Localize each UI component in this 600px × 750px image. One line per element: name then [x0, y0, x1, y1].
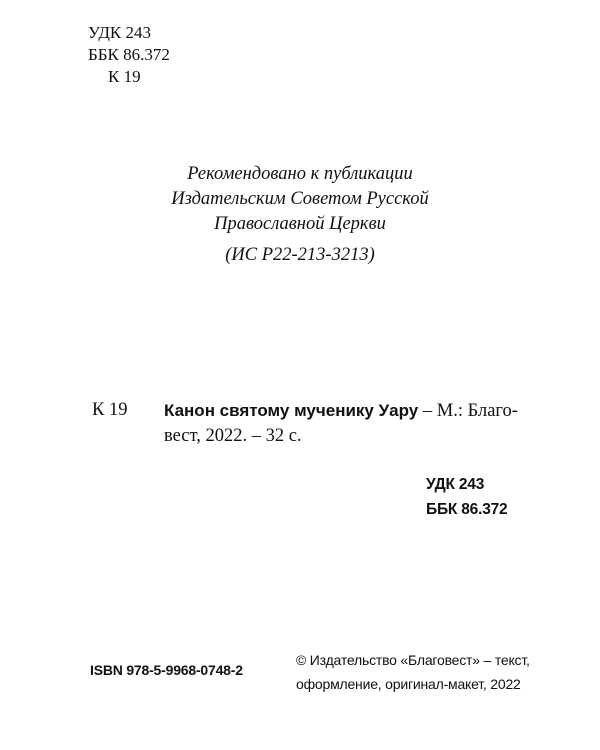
record-publisher: – М.: Благо-: [418, 401, 518, 421]
approval-line-3: Православной Церкви: [214, 214, 386, 234]
approval-code: (ИС Р22-213-3213): [225, 245, 375, 265]
classification-codes-right: [426, 472, 507, 522]
bbk-code: ББК 86.372: [88, 45, 170, 64]
classification-codes-top: [88, 22, 170, 88]
record-description: [164, 398, 534, 449]
record-author-mark: К 19: [92, 400, 128, 420]
udk-code: УДК 243: [88, 23, 152, 42]
udk-code-right: УДК 243: [426, 476, 485, 493]
approval-line-1: Рекомендовано к публикации: [187, 164, 413, 184]
record-line-1: [164, 398, 534, 424]
record-line-2: вест, 2022. – 32 с.: [164, 426, 302, 446]
copyright-line-2: оформление, оригинал-макет, 2022: [296, 676, 521, 692]
publication-approval: [0, 162, 600, 268]
book-title: Канон святому мученику Уару: [164, 401, 419, 420]
approval-line-2: Издательским Советом Русской: [171, 189, 429, 209]
copyright-notice: [296, 648, 530, 696]
copyright-line-1: © Издательство «Благовест» – текст,: [296, 652, 530, 668]
isbn: ISBN 978-5-9968-0748-2: [90, 662, 243, 678]
bbk-code-right: ББК 86.372: [426, 501, 508, 518]
author-mark: К 19: [108, 67, 141, 86]
